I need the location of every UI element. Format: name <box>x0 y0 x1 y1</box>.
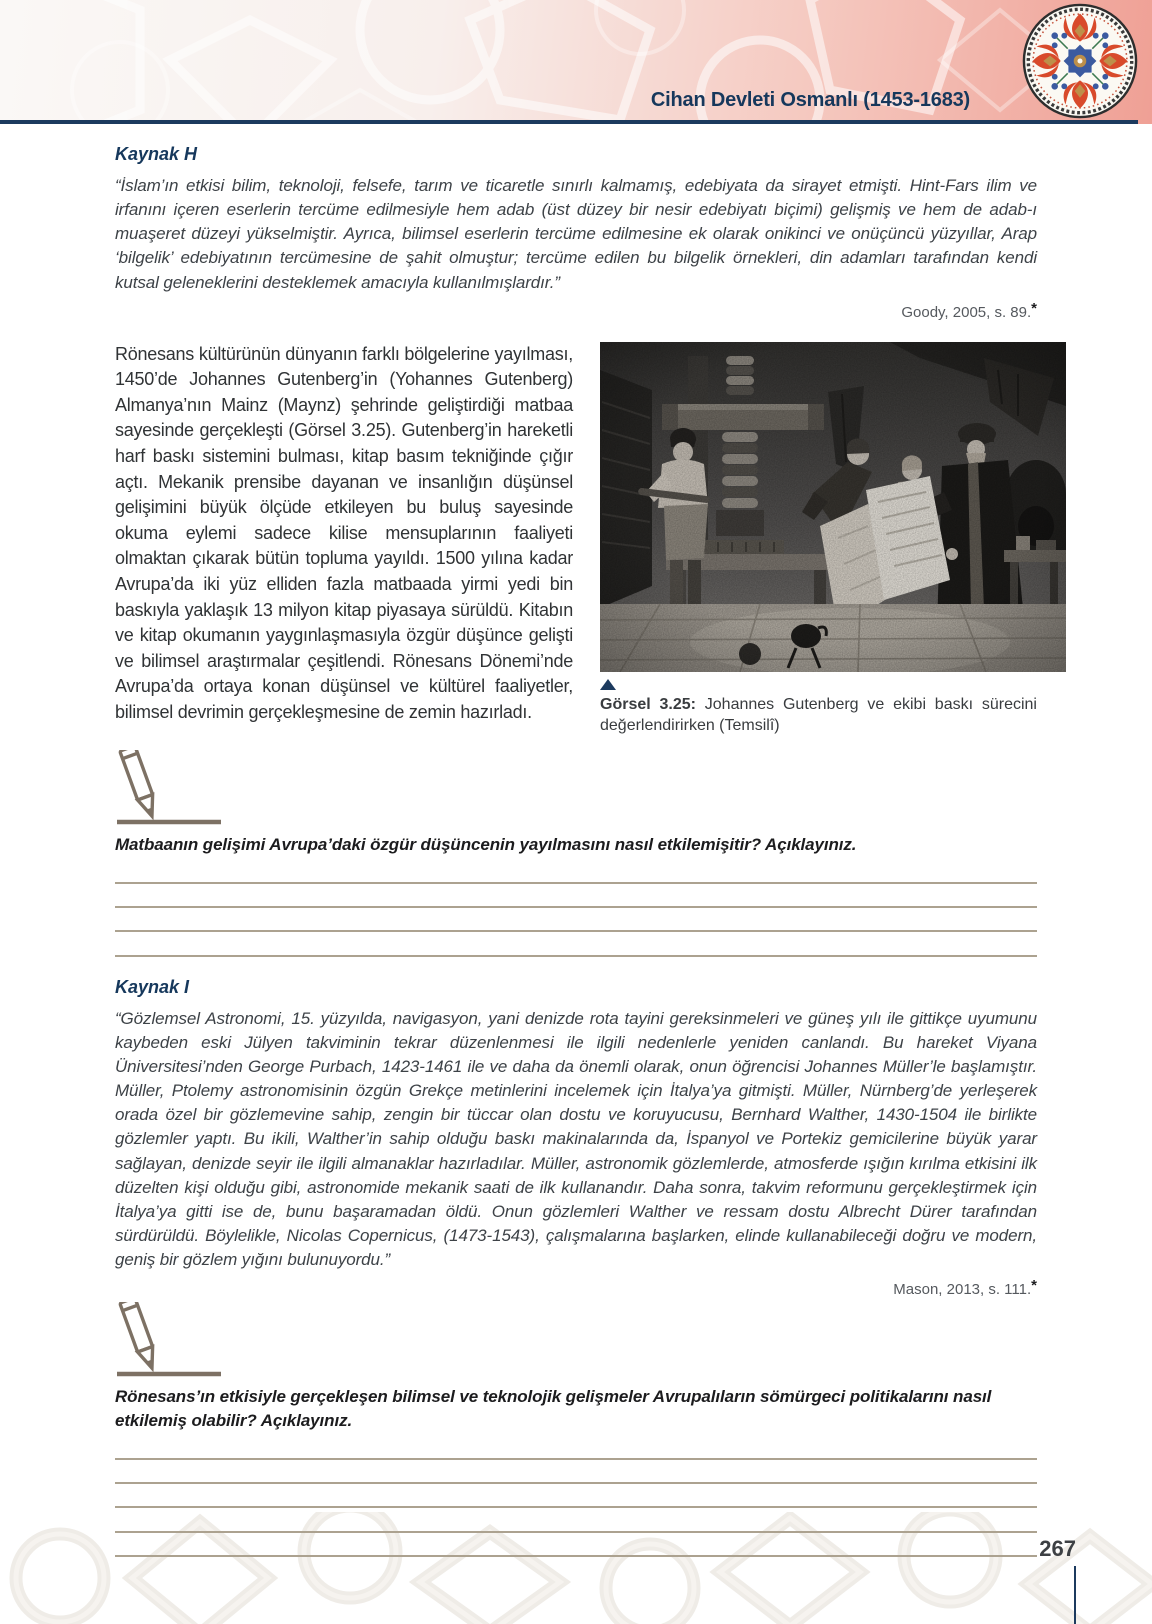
source-h-attribution: Goody, 2005, s. 89.* <box>901 299 1037 321</box>
source-h-section <box>115 144 1037 321</box>
answer-line <box>115 859 1037 883</box>
activity-2 <box>115 1302 1037 1557</box>
figure-3-25 <box>600 342 1066 737</box>
answer-line <box>115 1484 1037 1508</box>
footnote-asterisk: * <box>1031 1277 1037 1295</box>
answer-line <box>115 884 1037 908</box>
body-paragraph: Rönesans kültürünün dünyanın farklı bölgelerine yayılması, 1450’de Johannes Gutenberg’in (Yohannes Gutenberg) Almanya’nın Mainz (Maynz) şehrinde geliştirdiği matbaa sayesinde gerçekleşti (Görsel 3.25). Gutenberg’in hareketli harf baskı sistemini bulması, kitap basım tekniğinde çığır açtı. Mekanik prensibe dayanan ve insanlığın düşünsel gelişimini büyük ölçüde etkileyen bu buluş sayesinde okuma eylemi sadece kilise mensuplarının faaliyeti olmaktan çıkarak bütün topluma yayıldı. 1500 yılına kadar Avrupa’da iki yüz elliden fazla matbaada yirmi yedi bin baskıyla yaklaşık 13 milyon kitap piyasaya sürüldü. Kitabın ve kitap okumanın yaygınlaşmasıyla özgür düşünce gelişti ve bilimsel araştırmalar çeşitlendi. Rönesans Dönemi’nde Avrupa’da ortaya konan düşünsel ve kültürel faaliyetler, bilimsel devrimin gerçekleşmesine de zemin hazırladı. <box>115 343 573 722</box>
chapter-title: Cihan Devleti Osmanlı (1453-1683) <box>650 89 970 111</box>
answer-lines-2 <box>115 1435 1037 1557</box>
page-header <box>0 0 1152 124</box>
answer-line <box>115 1533 1037 1557</box>
pencil-icon <box>115 750 1037 826</box>
answer-line <box>115 1435 1037 1459</box>
page-content <box>0 144 1152 1557</box>
source-i-section <box>115 977 1037 1298</box>
source-h-title: Kaynak H <box>115 144 198 164</box>
answer-lines-1 <box>115 859 1037 957</box>
two-column-section <box>115 342 1037 737</box>
activity-1 <box>115 750 1037 957</box>
page-number-rule <box>1074 1566 1076 1624</box>
question-2: Rönesans’ın etkisiyle gerçekleşen bilimsel ve teknolojik gelişmeler Avrupalıların sömürgeci politikalarını nasıl etkilemiş olabilir? Açıklayınız. <box>115 1387 992 1430</box>
figure-caption-label: Görsel 3.25: <box>600 695 696 713</box>
ottoman-plate-icon <box>1022 3 1138 119</box>
page-number: 267 <box>1039 1536 1076 1561</box>
header-rule <box>0 120 1138 124</box>
source-i-quote: “Gözlemsel Astronomi, 15. yüzyılda, navigasyon, yani denizde rota tayini gereksinmeleri ve güneş yılı ile gittikçe uyumunu kaybeden eski Jülyen takviminin tekrar düzenlenmesi ile ilgili nedenlerle yeniden canlandı. Bu hareket Viyana Üniversitesi’nden George Purbach, 1423-1461 ile ve daha da önemli olarak, onun öğrencisi Johannes Müller’le başlamıştır. Müller, Ptolemy astronomisinin özgün Grekçe metinlerini incelemek için İtalya’ya gitmişti. Müller, Nürnberg’de yerleşerek orada özel bir gözlemevine sahip, zengin bir tüccar olan dostu ve koruyucusu, Bernhard Walther, 1430-1504 ile birlikte gözlemler yaptı. Bu ikili, Walther’in sahip olduğu baskı makinalarında da, İspanyol ve Portekiz gemicilerine büyük yarar sağlayan, denizde seyir ile ilgili almanaklar hazırladılar. Müller, astronomik gözlemlerde, atmosferde ışığın kırılma etkisini ilk düzelten kişi olduğu gibi, astronomide mekanik saati de ilk kullanandır. Daha sonra, takvim reformunu gerçekleştirmek için İtalya’ya gitti ise de, bunu başaramadan öldü. Onun gözlemleri Walther ve ressam dostu Albrecht Dürer tarafından sürdürüldü. Böylelikle, Nicolas Copernicus, (1473-1543), çalışmalarına başlarken, elinde kullanabileceği doğru ve modern, geniş bir gözlem yığını bulunuyordu.” <box>115 1008 1037 1270</box>
geometric-pattern-icon <box>0 0 1152 124</box>
answer-line <box>115 1508 1037 1532</box>
source-i-attribution: Mason, 2013, s. 111.* <box>893 1277 1037 1299</box>
answer-line <box>115 1460 1037 1484</box>
source-h-quote: “İslam’ın etkisi bilim, teknoloji, felsefe, tarım ve ticaretle sınırlı kalmamış, edebiyata da sirayet etmişti. Hint-Fars ilim ve irfanını içeren eserlerin tercüme edilmesiyle hem adab (üst düzey bir nesir edebiyatı biçimi) gelişmiş ve hem de adab-ı muaşeret düzeyi yükselmiştir. Ayrıca, bilimsel eserlerin tercüme edilmesine ek olarak onikinci ve onüçüncü yüzyıllar, Arap ‘bilgelik’ edebiyatının tercümesine de şahit olmuştur; tercüme edilen bu bilgelik örnekleri, din adamları tarafından kendi kutsal geleneklerini desteklemek amacıyla kullanılmışlardır.” <box>115 176 1037 292</box>
pencil-icon <box>115 1302 1037 1378</box>
footnote-asterisk: * <box>1031 299 1037 317</box>
answer-line <box>115 908 1037 932</box>
answer-line <box>115 932 1037 956</box>
figure-caption <box>600 694 1037 737</box>
caption-arrow-icon <box>600 679 616 690</box>
source-i-title: Kaynak I <box>115 976 190 997</box>
gutenberg-press-image <box>600 342 1066 672</box>
figure-caption-text: Johannes Gutenberg ve ekibi baskı sürecini değerlendirirken (Temsilî) <box>600 695 1037 735</box>
question-1: Matbaanın gelişimi Avrupa’daki özgür düşüncenin yayılmasını nasıl etkilemişitir? Açıklayınız. <box>115 834 857 854</box>
